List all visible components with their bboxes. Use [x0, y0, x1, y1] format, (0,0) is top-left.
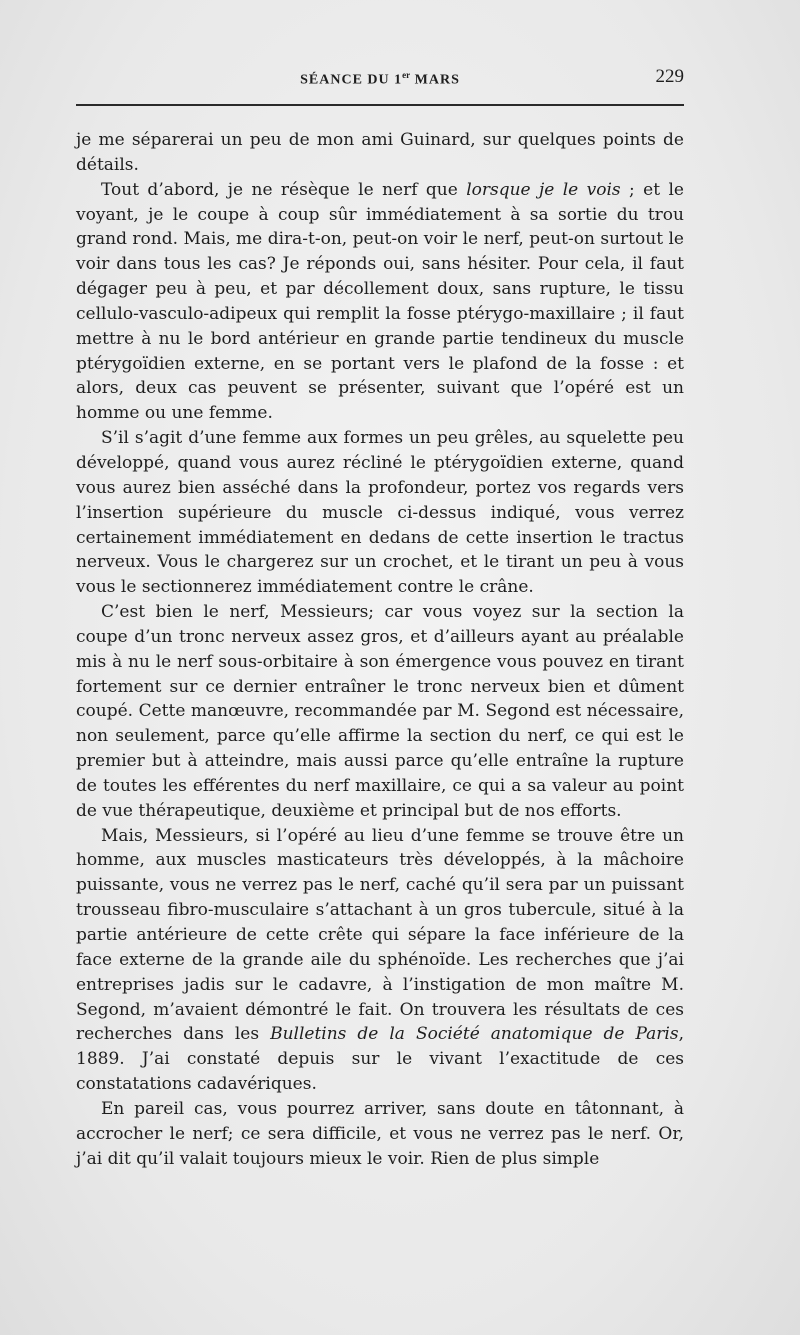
body-text — [76, 128, 684, 1171]
paragraph-5-part-a: Mais, Messieurs, si l’opéré au lieu d’une femme se trouve être un homme, aux muscles masticateurs très développés, à la mâchoire puissante, vous ne verrez pas le nerf, caché qu’il sera par un puissant trousseau fibro-musculaire s’attachant à un gros tubercule, situé à la partie antérieure de cette crête qui sépare la face inférieure de la face externe de la grande aile du sphénoïde. Les recherches que j’ai entreprises jadis sur le cadavre, à l’instigation de mon maître M. Segond, m’avaient démontré le fait. On trouvera les résultats de ces recherches dans les — [76, 825, 684, 1045]
paragraph-3: S’il s’agit d’une femme aux formes un peu grêles, au squelette peu développé, quand vous aurez récliné le ptérygoïdien externe, quand vous aurez bien asséché dans la profondeur, portez vos regards vers l’insertion supérieure du muscle ci-dessus indiqué, vous verrez certainement immédiatement en dedans de cette insertion le tractus nerveux. Vous le chargerez sur un crochet, et le tirant un peu à vous vous le sectionnerez immédiatement contre le crâne. — [76, 428, 684, 598]
paragraph-2-part-b: ; et le voyant, je le coupe à coup sûr immédiatement à sa sortie du trou grand rond. Mais, me dira-t-on, peut-on voir le nerf, peut-on surtout le voir dans tous les cas? Je réponds oui, sans hésiter. Pour cela, il faut dégager peu à peu, et par décollement doux, sans rupture, le tissu cellulo-vasculo-adipeux qui remplit la fosse ptérygo-maxillaire ; il faut mettre à nu le bord antérieur en grande partie tendineux du muscle ptérygoïdien externe, en se portant vers le plafond de la fosse : et alors, deux cas peuvent se présenter, suivant que l’opéré est un homme ou une femme. — [76, 179, 684, 424]
page-number: 229 — [655, 66, 684, 87]
header-rule — [76, 104, 684, 106]
paragraph-2-emphasis: lorsque je le vois — [466, 179, 621, 200]
paragraph-5 — [76, 824, 684, 1097]
paragraph-6: En pareil cas, vous pourrez arriver, sans doute en tâtonnant, à accrocher le nerf; ce sera difficile, et vous ne verrez pas le nerf. Or, j’ai dit qu’il valait toujours mieux le voir. Rien de plus simple — [76, 1098, 684, 1169]
paragraph-4: C’est bien le nerf, Messieurs; car vous voyez sur la section la coupe d’un tronc nerveux assez gros, et d’ailleurs ayant au préalable mis à nu le nerf sous-orbitaire à son émergence vous pouvez en tirant fortement sur ce dernier entraîner le tronc nerveux bien et dûment coupé. Cette manœuvre, recommandée par M. Segond est nécessaire, non seulement, parce qu’elle affirme la section du nerf, ce qui est le premier but à atteindre, mais aussi parce qu’elle entraîne la rupture de toutes les efférentes du nerf maxillaire, ce qui a sa valeur au point de vue thérapeutique, deuxième et principal but de nos efforts. — [76, 602, 684, 821]
paragraph-5-citation: Bulletins de la Société anatomique de Paris — [270, 1024, 679, 1045]
paragraph-2-part-a: Tout d’abord, je ne résèque le nerf que — [101, 179, 467, 200]
running-head-suffix: MARS — [410, 72, 460, 88]
paragraph-5-part-b: , 1889. J’ai constaté depuis sur le vivant l’exactitude de ces constatations cadavériques. — [76, 1024, 684, 1095]
page-header — [76, 66, 684, 100]
paragraph-2 — [76, 178, 684, 426]
paragraph-1: je me séparerai un peu de mon ami Guinard, sur quelques points de détails. — [76, 130, 684, 175]
running-head-prefix: SÉANCE DU 1 — [300, 72, 403, 88]
running-head-superscript: er — [402, 70, 411, 80]
running-head — [76, 70, 684, 89]
